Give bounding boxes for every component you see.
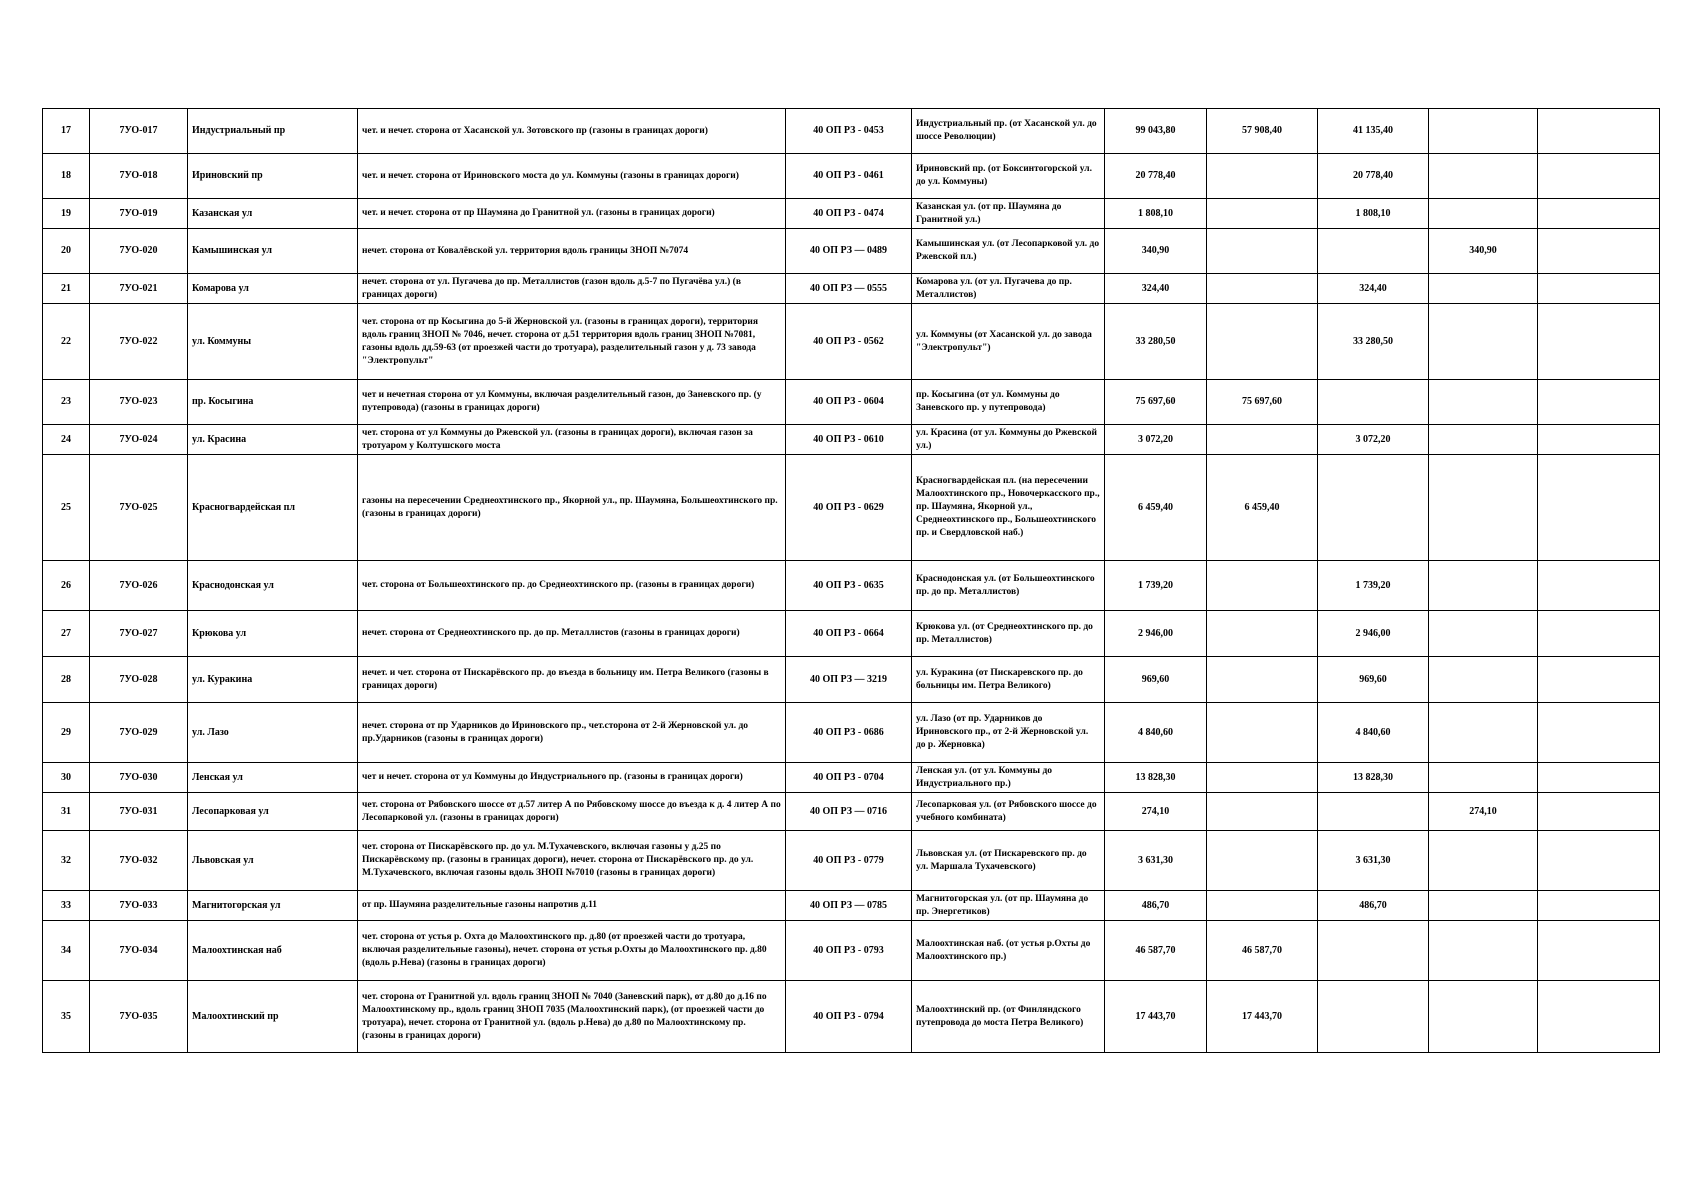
- area-column-3: [1429, 425, 1538, 455]
- area-column-1: [1207, 831, 1318, 891]
- road-register-number: 40 ОП РЗ - 0635: [786, 561, 912, 611]
- area-column-4: [1538, 793, 1660, 831]
- road-register-number: 40 ОП РЗ - 0453: [786, 109, 912, 154]
- lawn-description: от пр. Шаумяна разделительные газоны напротив д.11: [358, 891, 786, 921]
- road-full-name: Магнитогорская ул. (от пр. Шаумяна до пр. Энергетиков): [912, 891, 1105, 921]
- area-column-2: 20 778,40: [1318, 154, 1429, 199]
- road-full-name: ул. Куракина (от Пискаревского пр. до больницы им. Петра Великого): [912, 657, 1105, 703]
- area-column-4: [1538, 229, 1660, 274]
- area-column-3: [1429, 921, 1538, 981]
- object-code: 7УО-027: [90, 611, 188, 657]
- table-row: [43, 425, 1660, 455]
- street-name: пр. Косыгина: [188, 380, 358, 425]
- row-number: 30: [43, 763, 90, 793]
- table-row: [43, 561, 1660, 611]
- area-column-3: [1429, 611, 1538, 657]
- area-column-1: [1207, 229, 1318, 274]
- area-column-4: [1538, 455, 1660, 561]
- table-row: [43, 921, 1660, 981]
- road-register-number: 40 ОП РЗ - 0474: [786, 199, 912, 229]
- lawn-description: чет. и нечет. сторона от Хасанской ул. Зотовского пр (газоны в границах дороги): [358, 109, 786, 154]
- total-area: 17 443,70: [1105, 981, 1207, 1053]
- area-column-4: [1538, 274, 1660, 304]
- area-column-2: [1318, 921, 1429, 981]
- road-register-number: 40 ОП РЗ — 0785: [786, 891, 912, 921]
- area-column-4: [1538, 109, 1660, 154]
- road-register-number: 40 ОП РЗ - 0793: [786, 921, 912, 981]
- road-full-name: Камышинская ул. (от Лесопарковой ул. до Ржевской пл.): [912, 229, 1105, 274]
- street-name: Казанская ул: [188, 199, 358, 229]
- area-column-3: 274,10: [1429, 793, 1538, 831]
- table-row: [43, 657, 1660, 703]
- area-column-3: [1429, 891, 1538, 921]
- object-code: 7УО-022: [90, 304, 188, 380]
- area-column-1: 75 697,60: [1207, 380, 1318, 425]
- area-column-1: 57 908,40: [1207, 109, 1318, 154]
- area-column-1: [1207, 611, 1318, 657]
- area-column-2: [1318, 455, 1429, 561]
- road-full-name: Лесопарковая ул. (от Рябовского шоссе до учебного комбината): [912, 793, 1105, 831]
- area-column-1: 17 443,70: [1207, 981, 1318, 1053]
- road-register-number: 40 ОП РЗ - 0604: [786, 380, 912, 425]
- row-number: 20: [43, 229, 90, 274]
- table-row: [43, 455, 1660, 561]
- road-register-number: 40 ОП РЗ — 0716: [786, 793, 912, 831]
- table-row: [43, 109, 1660, 154]
- area-column-2: 13 828,30: [1318, 763, 1429, 793]
- total-area: 274,10: [1105, 793, 1207, 831]
- area-column-3: [1429, 380, 1538, 425]
- row-number: 32: [43, 831, 90, 891]
- object-code: 7УО-025: [90, 455, 188, 561]
- object-code: 7УО-029: [90, 703, 188, 763]
- row-number: 28: [43, 657, 90, 703]
- area-column-3: [1429, 455, 1538, 561]
- table-row: [43, 229, 1660, 274]
- area-column-2: 969,60: [1318, 657, 1429, 703]
- road-full-name: Малоохтинский пр. (от Финляндского путепровода до моста Петра Великого): [912, 981, 1105, 1053]
- area-column-2: 3 631,30: [1318, 831, 1429, 891]
- road-register-number: 40 ОП РЗ - 0686: [786, 703, 912, 763]
- area-column-4: [1538, 763, 1660, 793]
- area-column-2: [1318, 229, 1429, 274]
- area-column-4: [1538, 561, 1660, 611]
- object-code: 7УО-033: [90, 891, 188, 921]
- lawn-description: нечет. и чет. сторона от Пискарёвского пр. до въезда в больницу им. Петра Великого (газоны в границах дороги): [358, 657, 786, 703]
- area-column-2: 1 739,20: [1318, 561, 1429, 611]
- road-full-name: Ленская ул. (от ул. Коммуны до Индустриального пр.): [912, 763, 1105, 793]
- object-code: 7УО-021: [90, 274, 188, 304]
- area-column-1: [1207, 657, 1318, 703]
- total-area: 3 072,20: [1105, 425, 1207, 455]
- area-column-1: [1207, 793, 1318, 831]
- total-area: 1 808,10: [1105, 199, 1207, 229]
- area-column-2: 324,40: [1318, 274, 1429, 304]
- row-number: 27: [43, 611, 90, 657]
- total-area: 20 778,40: [1105, 154, 1207, 199]
- street-name: ул. Лазо: [188, 703, 358, 763]
- table-row: [43, 703, 1660, 763]
- area-column-1: [1207, 304, 1318, 380]
- total-area: 3 631,30: [1105, 831, 1207, 891]
- area-column-4: [1538, 611, 1660, 657]
- area-column-1: [1207, 763, 1318, 793]
- total-area: 33 280,50: [1105, 304, 1207, 380]
- table-row: [43, 380, 1660, 425]
- area-column-4: [1538, 425, 1660, 455]
- table-row: [43, 611, 1660, 657]
- road-full-name: Малоохтинская наб. (от устья р.Охты до Малоохтинского пр.): [912, 921, 1105, 981]
- object-code: 7УО-030: [90, 763, 188, 793]
- lawn-description: чет и нечетная сторона от ул Коммуны, включая разделительный газон, до Заневского пр. (у путепровода) (газоны в границах дороги): [358, 380, 786, 425]
- total-area: 13 828,30: [1105, 763, 1207, 793]
- total-area: 2 946,00: [1105, 611, 1207, 657]
- lawn-description: чет. сторона от Гранитной ул. вдоль границ ЗНОП № 7040 (Заневский парк), от д.80 до д.16 по Малоохтинскому пр., вдоль границ ЗНОП 7035 (Малоохтинский парк), (от проезжей части до тротуара), нечет. сторона от Гранитной ул. (вдоль р.Нева) до д.80 по Малоохтинскому пр. (газоны в границах дороги): [358, 981, 786, 1053]
- street-name: Индустриальный пр: [188, 109, 358, 154]
- area-column-3: [1429, 109, 1538, 154]
- area-column-3: [1429, 304, 1538, 380]
- area-column-4: [1538, 891, 1660, 921]
- area-column-1: [1207, 561, 1318, 611]
- table-row: [43, 981, 1660, 1053]
- lawn-description: чет. сторона от пр Косыгина до 5-й Жерновской ул. (газоны в границах дороги), территория вдоль границ ЗНОП № 7046, нечет. сторона от д.51 территория вдоль границ ЗНОП №7081, газоны вдоль дд.59-63 (от проезжей части до тротуара), разделительный газон у д. 73 завода "Электропульт": [358, 304, 786, 380]
- area-column-2: 1 808,10: [1318, 199, 1429, 229]
- area-column-3: [1429, 981, 1538, 1053]
- street-name: Малоохтинский пр: [188, 981, 358, 1053]
- road-full-name: Комарова ул. (от ул. Пугачева до пр. Металлистов): [912, 274, 1105, 304]
- lawn-description: чет и нечет. сторона от ул Коммуны до Индустриального пр. (газоны в границах дороги): [358, 763, 786, 793]
- row-number: 26: [43, 561, 90, 611]
- road-register-number: 40 ОП РЗ — 3219: [786, 657, 912, 703]
- road-full-name: пр. Косыгина (от ул. Коммуны до Заневского пр. у путепровода): [912, 380, 1105, 425]
- lawn-description: нечет. сторона от пр Ударников до Ириновского пр., чет.сторона от 2-й Жерновской ул. до пр.Ударников (газоны в границах дороги): [358, 703, 786, 763]
- road-register-number: 40 ОП РЗ - 0794: [786, 981, 912, 1053]
- table-row: [43, 199, 1660, 229]
- street-name: Крюкова ул: [188, 611, 358, 657]
- area-column-3: [1429, 763, 1538, 793]
- area-column-1: [1207, 891, 1318, 921]
- total-area: 969,60: [1105, 657, 1207, 703]
- object-code: 7УО-028: [90, 657, 188, 703]
- total-area: 4 840,60: [1105, 703, 1207, 763]
- area-column-3: [1429, 703, 1538, 763]
- area-column-2: 41 135,40: [1318, 109, 1429, 154]
- table-row: [43, 831, 1660, 891]
- total-area: 75 697,60: [1105, 380, 1207, 425]
- total-area: 6 459,40: [1105, 455, 1207, 561]
- lawn-description: чет. сторона от Большеохтинского пр. до Среднеохтинского пр. (газоны в границах дороги): [358, 561, 786, 611]
- street-name: Ленская ул: [188, 763, 358, 793]
- area-column-3: [1429, 199, 1538, 229]
- area-column-4: [1538, 703, 1660, 763]
- road-register-number: 40 ОП РЗ - 0461: [786, 154, 912, 199]
- lawn-description: нечет. сторона от Среднеохтинского пр. до пр. Металлистов (газоны в границах дороги): [358, 611, 786, 657]
- area-column-1: [1207, 425, 1318, 455]
- row-number: 35: [43, 981, 90, 1053]
- area-column-4: [1538, 831, 1660, 891]
- object-code: 7УО-020: [90, 229, 188, 274]
- street-name: ул. Коммуны: [188, 304, 358, 380]
- object-code: 7УО-017: [90, 109, 188, 154]
- road-full-name: ул. Красина (от ул. Коммуны до Ржевской ул.): [912, 425, 1105, 455]
- row-number: 29: [43, 703, 90, 763]
- table-row: [43, 793, 1660, 831]
- area-column-1: [1207, 274, 1318, 304]
- area-column-3: [1429, 561, 1538, 611]
- road-register-number: 40 ОП РЗ — 0489: [786, 229, 912, 274]
- total-area: 99 043,80: [1105, 109, 1207, 154]
- area-column-2: [1318, 793, 1429, 831]
- street-name: Комарова ул: [188, 274, 358, 304]
- lawn-description: нечет. сторона от ул. Пугачева до пр. Металлистов (газон вдоль д.5-7 по Пугачёва ул.) (в границах дороги): [358, 274, 786, 304]
- object-code: 7УО-031: [90, 793, 188, 831]
- area-column-1: [1207, 199, 1318, 229]
- table-row: [43, 891, 1660, 921]
- street-name: Краснодонская ул: [188, 561, 358, 611]
- lawn-description: газоны на пересечении Среднеохтинского пр., Якорной ул., пр. Шаумяна, Большеохтинского пр. (газоны в границах дороги): [358, 455, 786, 561]
- area-column-4: [1538, 380, 1660, 425]
- street-name: ул. Красина: [188, 425, 358, 455]
- street-name: Лесопарковая ул: [188, 793, 358, 831]
- lawn-description: чет. сторона от Пискарёвского пр. до ул. М.Тухачевского, включая газоны у д.25 по Пискарёвскому пр. (газоны в границах дороги), нечет. сторона от Пискарёвского пр. до ул. М.Тухачевского, включая газоны вдоль ЗНОП №7010 (газоны в границах дороги): [358, 831, 786, 891]
- area-column-2: 3 072,20: [1318, 425, 1429, 455]
- area-column-3: [1429, 154, 1538, 199]
- road-register-number: 40 ОП РЗ - 0664: [786, 611, 912, 657]
- area-column-3: 340,90: [1429, 229, 1538, 274]
- area-column-1: [1207, 154, 1318, 199]
- street-name: Камышинская ул: [188, 229, 358, 274]
- table-row: [43, 763, 1660, 793]
- object-code: 7УО-032: [90, 831, 188, 891]
- total-area: 486,70: [1105, 891, 1207, 921]
- area-column-2: 2 946,00: [1318, 611, 1429, 657]
- area-column-2: 486,70: [1318, 891, 1429, 921]
- area-column-4: [1538, 154, 1660, 199]
- object-code: 7УО-023: [90, 380, 188, 425]
- street-name: Львовская ул: [188, 831, 358, 891]
- area-column-2: [1318, 380, 1429, 425]
- roads-table: [42, 108, 1660, 1053]
- street-name: ул. Куракина: [188, 657, 358, 703]
- object-code: 7УО-018: [90, 154, 188, 199]
- total-area: 1 739,20: [1105, 561, 1207, 611]
- row-number: 34: [43, 921, 90, 981]
- area-column-3: [1429, 657, 1538, 703]
- row-number: 18: [43, 154, 90, 199]
- table-body: [43, 109, 1660, 1053]
- road-full-name: Львовская ул. (от Пискаревского пр. до ул. Маршала Тухачевского): [912, 831, 1105, 891]
- road-register-number: 40 ОП РЗ - 0610: [786, 425, 912, 455]
- road-full-name: ул. Коммуны (от Хасанской ул. до завода "Электропульт"): [912, 304, 1105, 380]
- area-column-4: [1538, 921, 1660, 981]
- area-column-1: 46 587,70: [1207, 921, 1318, 981]
- road-register-number: 40 ОП РЗ - 0779: [786, 831, 912, 891]
- row-number: 25: [43, 455, 90, 561]
- row-number: 21: [43, 274, 90, 304]
- row-number: 23: [43, 380, 90, 425]
- lawn-description: чет. и нечет. сторона от Ириновского моста до ул. Коммуны (газоны в границах дороги): [358, 154, 786, 199]
- table-row: [43, 304, 1660, 380]
- table-row: [43, 154, 1660, 199]
- area-column-2: 4 840,60: [1318, 703, 1429, 763]
- lawn-description: чет. сторона от Рябовского шоссе от д.57 литер А по Рябовскому шоссе до въезда к д. 4 литер А по Лесопарковой ул. (газоны в границах дороги): [358, 793, 786, 831]
- area-column-2: [1318, 981, 1429, 1053]
- object-code: 7УО-019: [90, 199, 188, 229]
- street-name: Ириновский пр: [188, 154, 358, 199]
- row-number: 24: [43, 425, 90, 455]
- road-full-name: Красногвардейская пл. (на пересечении Малоохтинского пр., Новочеркасского пр., пр. Шаумяна, Якорной ул., Среднеохтинского пр., Большеохтинского пр. и Свердловской наб.): [912, 455, 1105, 561]
- lawn-description: чет. сторона от ул Коммуны до Ржевской ул. (газоны в границах дороги), включая газон за тротуаром у Колтушского моста: [358, 425, 786, 455]
- object-code: 7УО-024: [90, 425, 188, 455]
- street-name: Магнитогорская ул: [188, 891, 358, 921]
- road-full-name: Казанская ул. (от пр. Шаумяна до Гранитной ул.): [912, 199, 1105, 229]
- road-register-number: 40 ОП РЗ - 0562: [786, 304, 912, 380]
- area-column-3: [1429, 831, 1538, 891]
- road-full-name: Крюкова ул. (от Среднеохтинского пр. до пр. Металлистов): [912, 611, 1105, 657]
- area-column-4: [1538, 657, 1660, 703]
- object-code: 7УО-026: [90, 561, 188, 611]
- object-code: 7УО-035: [90, 981, 188, 1053]
- area-column-4: [1538, 304, 1660, 380]
- street-name: Малоохтинская наб: [188, 921, 358, 981]
- row-number: 19: [43, 199, 90, 229]
- area-column-1: 6 459,40: [1207, 455, 1318, 561]
- row-number: 31: [43, 793, 90, 831]
- road-full-name: Индустриальный пр. (от Хасанской ул. до шоссе Революции): [912, 109, 1105, 154]
- road-register-number: 40 ОП РЗ — 0555: [786, 274, 912, 304]
- row-number: 17: [43, 109, 90, 154]
- total-area: 324,40: [1105, 274, 1207, 304]
- street-name: Красногвардейская пл: [188, 455, 358, 561]
- road-full-name: Ириновский пр. (от Боксинтогорской ул. до ул. Коммуны): [912, 154, 1105, 199]
- road-full-name: ул. Лазо (от пр. Ударников до Ириновского пр., от 2-й Жерновской ул. до р. Жерновка): [912, 703, 1105, 763]
- row-number: 22: [43, 304, 90, 380]
- lawn-description: нечет. сторона от Ковалёвской ул. территория вдоль границы ЗНОП №7074: [358, 229, 786, 274]
- lawn-description: чет. и нечет. сторона от пр Шаумяна до Гранитной ул. (газоны в границах дороги): [358, 199, 786, 229]
- row-number: 33: [43, 891, 90, 921]
- area-column-4: [1538, 981, 1660, 1053]
- road-full-name: Краснодонская ул. (от Большеохтинского пр. до пр. Металлистов): [912, 561, 1105, 611]
- total-area: 46 587,70: [1105, 921, 1207, 981]
- total-area: 340,90: [1105, 229, 1207, 274]
- area-column-4: [1538, 199, 1660, 229]
- area-column-2: 33 280,50: [1318, 304, 1429, 380]
- lawn-description: чет. сторона от устья р. Охта до Малоохтинского пр. д.80 (от проезжей части до тротуара, включая разделительные газоны), нечет. сторона от устья р.Охты до Малоохтинского пр. д.80 (вдоль р.Нева) (газоны в границах дороги): [358, 921, 786, 981]
- road-register-number: 40 ОП РЗ - 0704: [786, 763, 912, 793]
- object-code: 7УО-034: [90, 921, 188, 981]
- area-column-3: [1429, 274, 1538, 304]
- table-row: [43, 274, 1660, 304]
- area-column-1: [1207, 703, 1318, 763]
- road-register-number: 40 ОП РЗ - 0629: [786, 455, 912, 561]
